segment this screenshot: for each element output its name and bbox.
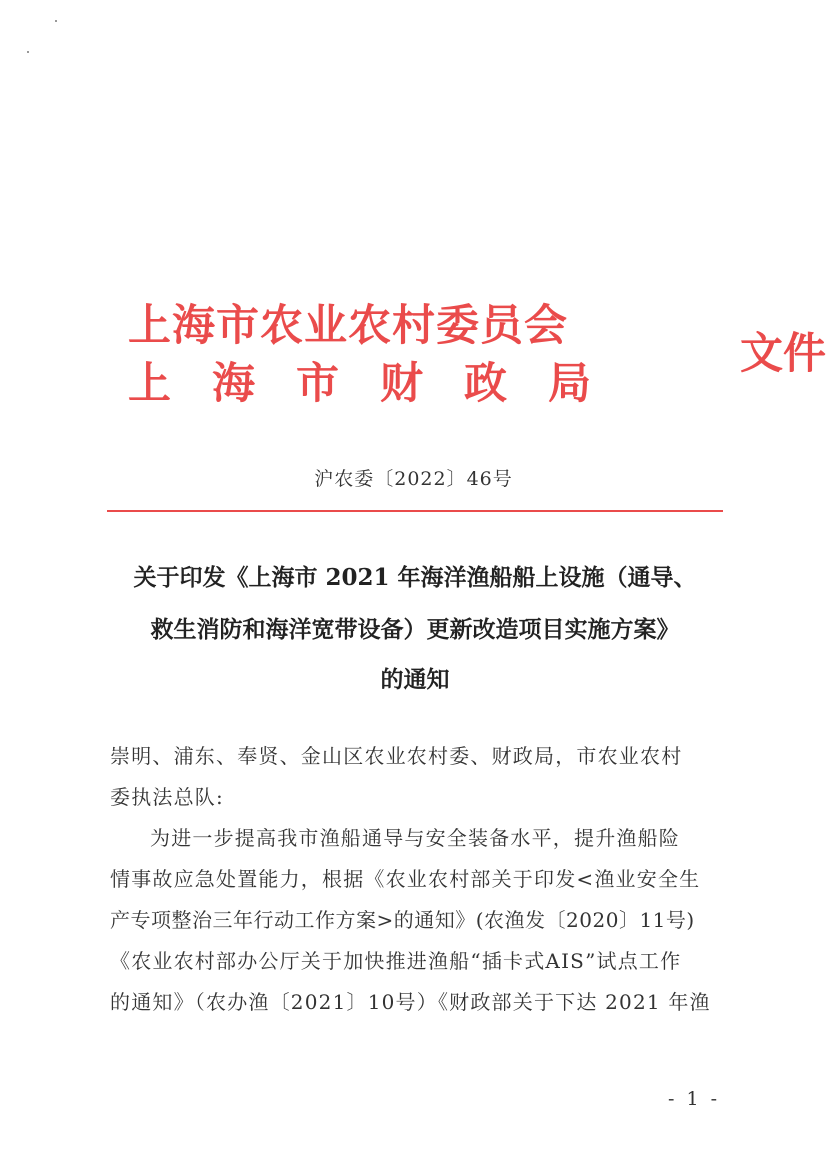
document-number: 沪农委〔2022〕46号 bbox=[314, 468, 513, 490]
page-number: - 1 - bbox=[668, 1088, 721, 1110]
issuer-char: 政 bbox=[464, 359, 508, 409]
issuer-agriculture-committee: 上海市农业农村委员会 bbox=[128, 301, 568, 351]
issuer-char: 海 bbox=[212, 359, 256, 409]
scan-speck bbox=[27, 51, 29, 53]
body-line-1: 崇明、浦东、奉贤、金山区农业农村委、财政局，市农业农村 bbox=[110, 744, 683, 768]
issuer-char: 局 bbox=[548, 359, 592, 409]
body-line-6: 《农业农村部办公厅关于加快推进渔船“插卡式AIS”试点工作 bbox=[110, 949, 682, 973]
scan-speck bbox=[55, 20, 57, 22]
title-line-2: 救生消防和海洋宽带设备）更新改造项目实施方案》 bbox=[150, 616, 680, 643]
issuer-char: 上 bbox=[128, 359, 172, 409]
red-divider-line bbox=[107, 510, 723, 512]
body-line-2: 委执法总队: bbox=[110, 785, 224, 809]
body-line-5: 产专项整治三年行动工作方案>的通知》(农渔发〔2020〕11号) bbox=[110, 908, 695, 932]
issuer-char: 财 bbox=[380, 359, 424, 409]
body-line-4: 情事故应急处置能力，根据《农业农村部关于印发<渔业安全生 bbox=[110, 867, 701, 891]
issuer-char: 市 bbox=[296, 359, 340, 409]
body-line-7: 的通知》（农办渔〔2021〕10号）《财政部关于下达 2021 年渔 bbox=[110, 990, 711, 1014]
body-line-3: 为进一步提高我市渔船通导与安全装备水平，提升渔船险 bbox=[150, 826, 680, 850]
title-line-3: 的通知 bbox=[380, 666, 450, 693]
doc-type-label: 文件 bbox=[740, 329, 826, 379]
issuer-header bbox=[128, 282, 826, 412]
title-line-1: 关于印发《上海市 2021 年海洋渔船船上设施（通导、 bbox=[133, 564, 697, 591]
issuer-finance-bureau bbox=[128, 350, 592, 411]
